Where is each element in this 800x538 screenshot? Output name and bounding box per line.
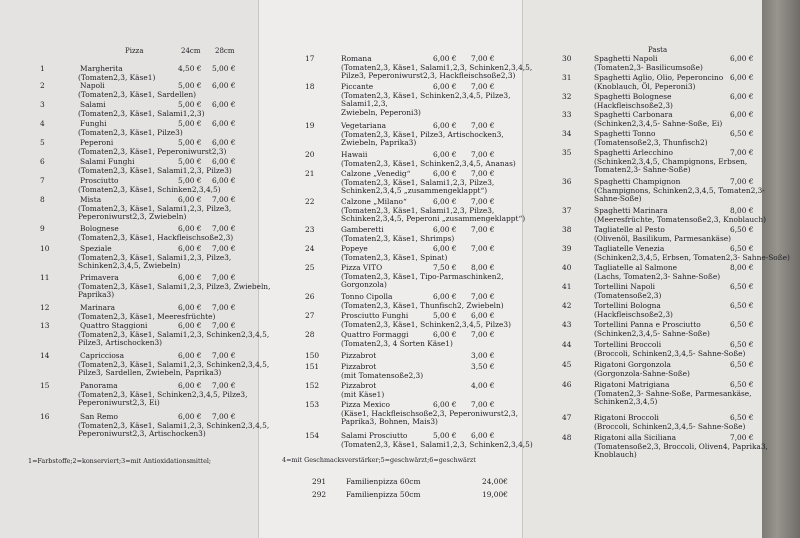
item-number: 33 — [562, 110, 572, 119]
item-name: Mista — [80, 195, 102, 204]
item-number: 291 — [312, 477, 327, 486]
item-name: Margherita — [80, 64, 123, 73]
item-number: 43 — [562, 320, 572, 329]
item-number: 26 — [305, 292, 315, 301]
item-description: (Tomaten2,3, Käse1, Salami1,2,3, Schinken2,3,4,5, Pilze3, Artischocken3) — [78, 329, 270, 348]
price-small: 6,00 € — [433, 121, 457, 130]
price-large: 7,00 € — [212, 351, 236, 360]
item-number: 31 — [562, 73, 572, 82]
item-number: 10 — [40, 244, 50, 253]
price-large: 7,00 € — [471, 292, 495, 301]
price-large: 6,00 € — [212, 100, 236, 109]
item-number: 37 — [562, 206, 572, 215]
price: 7,00 € — [730, 177, 754, 186]
item-number: 16 — [40, 412, 50, 421]
price: 6,00 € — [730, 92, 754, 101]
item-number: 34 — [562, 129, 572, 138]
item-name: Pizza VITO — [341, 263, 383, 272]
item-number: 24 — [305, 244, 315, 253]
item-number: 152 — [305, 381, 320, 390]
item-description: (Tomaten2,3, Käse1, Meeresfrüchte) — [78, 311, 216, 321]
price-small: 6,00 € — [178, 351, 202, 360]
item-description: (Schinken2,3,4,5, Champignons, Erbsen, Tomaten2,3- Sahne-Soße) — [594, 156, 748, 175]
item-number: 6 — [40, 157, 45, 166]
price: 6,50 € — [730, 413, 754, 422]
item-number: 19 — [305, 121, 315, 130]
item-number: 7 — [40, 176, 45, 185]
item-number: 15 — [40, 381, 50, 390]
item-name: Speziale — [80, 244, 112, 253]
price-large: 7,00 € — [471, 169, 495, 178]
price-small: 7,50 € — [433, 263, 457, 272]
price-large: 7,00 € — [471, 54, 495, 63]
item-name: Salami — [80, 100, 106, 109]
item-number: 2 — [40, 81, 45, 90]
item-description: (Tomaten2,3, Käse1, Salami1,2,3, Pilze3, Zwiebeln, Paprika3) — [78, 281, 271, 300]
price-large: 7,00 € — [471, 225, 495, 234]
item-name: Peperoni — [80, 138, 114, 147]
item-description: (Schinken2,3,4,5- Sahne-Soße) — [594, 328, 710, 338]
item-description: (Meeresfrüchte, Tomatensoße2,3, Knoblauch) — [594, 214, 766, 224]
price: 8,00 € — [730, 206, 754, 215]
fold-line-left — [258, 0, 259, 538]
pizza-size2-heading: 28cm — [215, 47, 235, 55]
item-number: 21 — [305, 169, 315, 178]
price-small: 5,00 € — [178, 100, 202, 109]
item-number: 30 — [562, 54, 572, 63]
price-large: 7,00 € — [471, 400, 495, 409]
price-small: 6,00 € — [433, 225, 457, 234]
item-number: 23 — [305, 225, 315, 234]
item-description: (Olivenöl, Basilikum, Parmesankäse) — [594, 233, 732, 243]
item-name: Marinara — [80, 303, 115, 312]
item-name: Salami Funghi — [80, 157, 135, 166]
item-number: 18 — [305, 82, 315, 91]
item-name: Calzone „Milano“ — [341, 197, 407, 206]
price-small: 6,00 € — [433, 400, 457, 409]
item-number: 39 — [562, 244, 572, 253]
item-description: (Käse1, Hackfleischsoße2,3, Peperoniwurst2,3, Paprika3, Bohnen, Mais3) — [341, 408, 518, 427]
item-description: (Tomaten2,3, 4 Sorten Käse1) — [341, 338, 453, 348]
item-number: 8 — [40, 195, 45, 204]
item-description: (Tomaten2,3, Käse1, Schinken2,3,4,5) — [78, 184, 221, 194]
item-description: (Tomaten2,3, Käse1, Thunfisch2, Zwiebeln) — [341, 300, 504, 310]
price: 8,00 € — [730, 263, 754, 272]
item-description: (Tomaten2,3, Käse1, Spinat) — [341, 252, 448, 262]
item-number: 32 — [562, 92, 572, 101]
item-number: 35 — [562, 148, 572, 157]
item-name: Familienpizza 60cm — [346, 477, 421, 486]
item-name: Pizza Mexico — [341, 400, 390, 409]
item-description: (Lachs, Tomaten2,3- Sahne-Soße) — [594, 271, 721, 281]
item-name: Pizzabrot — [341, 351, 377, 360]
price: 6,50 € — [730, 129, 754, 138]
price-small: 5,00 € — [178, 81, 202, 90]
item-name: Popeye — [341, 244, 368, 253]
item-number: 25 — [305, 263, 315, 272]
price-small: 6,00 € — [178, 321, 202, 330]
item-description: (mit Tomatensoße2,3) — [341, 370, 424, 380]
item-number: 151 — [305, 362, 320, 371]
price: 6,00 € — [730, 54, 754, 63]
price-small: 6,00 € — [433, 197, 457, 206]
item-name: Spaghetti Arlecchino — [594, 148, 673, 157]
item-name: Piccante — [341, 82, 374, 91]
item-description: (Tomaten2,3, Käse1, Sardellen) — [78, 89, 197, 99]
price-large: 7,00 € — [212, 273, 236, 282]
price: 6,50 € — [730, 225, 754, 234]
item-description: (Tomaten2,3, Käse1, Schinken2,3,4,5, Pilze3, Peperoniwurst2,3, Ei) — [78, 389, 248, 408]
item-name: Romana — [341, 54, 372, 63]
item-description: (Schinken2,3,4,5, Erbsen, Tomaten2,3- Sahne-Soße) — [594, 252, 790, 262]
price-small: 6,00 € — [178, 244, 202, 253]
price: 6,50 € — [730, 301, 754, 310]
item-description: (Tomatensoße2,3) — [594, 290, 662, 300]
item-number: 1 — [40, 64, 45, 73]
price-small: 4,50 € — [178, 64, 202, 73]
item-description: (Tomaten2,3- Sahne-Soße, Parmesankäse, Schinken2,3,4,5) — [594, 388, 752, 407]
item-description: (Hackfleischsoße2,3) — [594, 100, 673, 110]
item-number: 48 — [562, 433, 572, 442]
price-small: 5,00 € — [178, 176, 202, 185]
item-description: (Tomaten2,3, Käse1, Shrimps) — [341, 233, 455, 243]
item-name: Rigatoni alla Siciliana — [594, 433, 677, 442]
price-large: 6,00 € — [212, 81, 236, 90]
price-small: 6,00 € — [178, 303, 202, 312]
item-name: San Remo — [80, 412, 118, 421]
item-number: 5 — [40, 138, 45, 147]
item-number: 41 — [562, 282, 572, 291]
item-name: Calzone „Venedig“ — [341, 169, 411, 178]
item-name: Tonno Cipolla — [341, 292, 393, 301]
item-number: 44 — [562, 340, 572, 349]
item-description: (Tomaten2,3, Käse1, Salami1,2,3, Pilze3, Schinken2,3,4,5, Zwiebeln) — [78, 252, 232, 271]
item-number: 17 — [305, 54, 315, 63]
item-name: Tortellini Bologna — [594, 301, 661, 310]
item-name: Spaghetti Carbonara — [594, 110, 673, 119]
item-name: Hawaii — [341, 150, 368, 159]
price-large: 6,00 € — [212, 119, 236, 128]
item-description: (Tomaten2,3, Käse1, Salami1,2,3, Schinken2,3,4,5, Peperoniwurst2,3, Artischocken3) — [78, 420, 270, 439]
item-name: Prosciutto — [80, 176, 119, 185]
price: 6,00 € — [730, 110, 754, 119]
price-large: 7,00 € — [212, 381, 236, 390]
price: 6,00 € — [730, 73, 754, 82]
item-name: Spaghetti Aglio, Olio, Peperoncino — [594, 73, 724, 82]
price: 7,00 € — [730, 433, 754, 442]
price-large: 7,00 € — [471, 82, 495, 91]
item-name: Rigatoni Matrigiana — [594, 380, 670, 389]
price-small: 5,00 € — [178, 157, 202, 166]
price-small: 6,00 € — [433, 330, 457, 339]
item-description: (Tomaten2,3, Käse1, Schinken2,3,4,5, Ananas) — [341, 158, 516, 168]
item-number: 14 — [40, 351, 50, 360]
item-name: Rigatoni Broccoli — [594, 413, 659, 422]
price: 6,50 € — [730, 282, 754, 291]
item-number: 3 — [40, 100, 45, 109]
item-number: 154 — [305, 431, 320, 440]
item-name: Vegetariana — [341, 121, 386, 130]
price: 6,50 € — [730, 340, 754, 349]
price-small: 5,00 € — [433, 431, 457, 440]
item-number: 47 — [562, 413, 572, 422]
price-large: 7,00 € — [212, 303, 236, 312]
item-name: Bolognese — [80, 224, 119, 233]
footnote-additives-2: 4=mit Geschmacksverstärker;5=geschwärzt;6=geschwärzt — [282, 456, 476, 464]
item-description: (Broccoli, Schinken2,3,4,5- Sahne-Soße) — [594, 348, 746, 358]
item-name: Primavera — [80, 273, 119, 282]
price-small: 5,00 € — [178, 138, 202, 147]
item-number: 292 — [312, 490, 327, 499]
item-description: (Hackfleischsoße2,3) — [594, 309, 673, 319]
item-description: (Tomaten2,3, Käse1, Salami1,2,3, Schinken2,3,4,5, Pilze3, Sardellen, Zwiebeln, Paprika3) — [78, 359, 270, 378]
price-large: 6,00 € — [212, 138, 236, 147]
price: 6,50 € — [730, 360, 754, 369]
item-description: (Tomaten2,3, Käse1, Salami1,2,3, Pilze3) — [78, 165, 232, 175]
price: 6,50 € — [730, 244, 754, 253]
price-large: 7,00 € — [212, 244, 236, 253]
price-large: 7,00 € — [212, 224, 236, 233]
item-description: (Tomaten2,3, Käse1, Tipo-Parmaschinken2, Gorgonzola) — [341, 271, 504, 290]
item-description: (Tomaten2,3- Basilicumsoße) — [594, 62, 703, 72]
item-name: Tagliatelle al Salmone — [594, 263, 677, 272]
item-name: Prosciutto Funghi — [341, 311, 409, 320]
item-number: 13 — [40, 321, 50, 330]
item-description: (Tomaten2,3, Käse1, Salami1,2,3, Pilze3, Peperoniwurst2,3, Zwiebeln) — [78, 203, 232, 222]
item-name: Salami Prosciutto — [341, 431, 408, 440]
item-number: 40 — [562, 263, 572, 272]
item-name: Capricciosa — [80, 351, 124, 360]
price-large: 7,00 € — [471, 330, 495, 339]
item-description: (Tomaten2,3, Käse1, Salami1,2,3, Schinken2,3,4,5, Pilze3, Peperoniwurst2,3, Hackfleischsoße2,3) — [341, 62, 533, 81]
item-name: Quattro Staggioni — [80, 321, 148, 330]
item-description: (Tomaten2,3, Käse1, Schinken2,3,4,5, Pilze3) — [341, 319, 511, 329]
item-description: (Gorgonzola-Sahne-Soße) — [594, 368, 690, 378]
price-large: 5,00 € — [212, 64, 236, 73]
price-large: 6,00 € — [212, 176, 236, 185]
item-description: (Tomaten2,3, Käse1, Peperoniwurst2,3) — [78, 146, 227, 156]
item-name: Rigatoni Gorgonzola — [594, 360, 671, 369]
price-small: 6,00 € — [433, 292, 457, 301]
price-large: 7,00 € — [212, 321, 236, 330]
item-description: (Tomaten2,3, Käse1, Salami1,2,3, Pilze3, Schinken2,3,4,5 „zusammengeklappt“) — [341, 177, 495, 196]
item-description: (Tomaten2,3, Käse1, Hackfleischsoße2,3) — [78, 232, 234, 242]
item-number: 22 — [305, 197, 315, 206]
price: 6,50 € — [730, 380, 754, 389]
price-small: 6,00 € — [433, 82, 457, 91]
price-small: 5,00 € — [433, 311, 457, 320]
item-number: 20 — [305, 150, 315, 159]
price-large: 6,00 € — [471, 431, 495, 440]
item-name: Funghi — [80, 119, 107, 128]
item-number: 9 — [40, 224, 45, 233]
item-description: (Knoblauch, Öl, Peperoni3) — [594, 81, 696, 91]
item-name: Spaghetti Marinara — [594, 206, 668, 215]
item-name: Napoli — [80, 81, 105, 90]
item-description: (Tomatensoße2,3, Broccoli, Oliven4, Paprika3, Knoblauch) — [594, 441, 768, 460]
price: 6,50 € — [730, 320, 754, 329]
price: 19,00€ — [482, 490, 508, 499]
item-name: Gamberetti — [341, 225, 384, 234]
item-name: Spaghetti Champignon — [594, 177, 681, 186]
item-name: Pizzabrot — [341, 381, 377, 390]
item-description: (Tomaten2,3, Käse1) — [78, 72, 156, 82]
price-large: 4,00 € — [471, 381, 495, 390]
price-large: 7,00 € — [471, 197, 495, 206]
item-number: 38 — [562, 225, 572, 234]
price-small: 6,00 € — [178, 273, 202, 282]
price-small: 6,00 € — [433, 54, 457, 63]
item-number: 45 — [562, 360, 572, 369]
price-large: 7,00 € — [471, 121, 495, 130]
item-name: Tortellini Panna e Prosciutto — [594, 320, 701, 329]
item-name: Tagliatelle Venezia — [594, 244, 665, 253]
item-number: 28 — [305, 330, 315, 339]
price: 24,00€ — [482, 477, 508, 486]
item-name: Pizzabrot — [341, 362, 377, 371]
pasta-heading: Pasta — [648, 46, 668, 54]
price-small: 6,00 € — [178, 195, 202, 204]
item-description: (Schinken2,3,4,5- Sahne-Soße, Ei) — [594, 118, 723, 128]
item-description: (Champignons, Schinken2,3,4,5, Tomaten2,3- Sahne-Soße) — [594, 185, 765, 204]
pizza-size1-heading: 24cm — [181, 47, 201, 55]
item-description: (mit Käse1) — [341, 389, 385, 399]
item-number: 11 — [40, 273, 50, 282]
item-name: Panorama — [80, 381, 118, 390]
item-name: Spaghetti Tonno — [594, 129, 656, 138]
price-large: 7,00 € — [471, 150, 495, 159]
item-name: Spaghetti Bolognese — [594, 92, 672, 101]
price-small: 5,00 € — [178, 119, 202, 128]
item-description: (Tomaten2,3, Käse1, Pilze3) — [78, 127, 183, 137]
item-description: (Tomaten2,3, Käse1, Pilze3, Artischocken3, Zwiebeln, Paprika3) — [341, 129, 504, 148]
item-name: Tagliatelle al Pesto — [594, 225, 665, 234]
item-number: 153 — [305, 400, 320, 409]
item-number: 42 — [562, 301, 572, 310]
price-small: 6,00 € — [178, 224, 202, 233]
price-small: 6,00 € — [433, 244, 457, 253]
price-large: 8,00 € — [471, 263, 495, 272]
price-large: 7,00 € — [471, 244, 495, 253]
item-name: Tortellini Napoli — [594, 282, 656, 291]
pizza-heading: Pizza — [125, 47, 144, 55]
item-description: (Tomaten2,3, Käse1, Schinken2,3,4,5, Pilze3, Salami1,2,3, Zwiebeln, Peperoni3) — [341, 90, 511, 117]
item-number: 27 — [305, 311, 315, 320]
item-number: 150 — [305, 351, 320, 360]
price-large: 7,00 € — [212, 195, 236, 204]
item-number: 4 — [40, 119, 45, 128]
price-small: 6,00 € — [178, 412, 202, 421]
item-name: Familienpizza 50cm — [346, 490, 421, 499]
item-number: 46 — [562, 380, 572, 389]
item-number: 12 — [40, 303, 50, 312]
price-large: 3,00 € — [471, 351, 495, 360]
price-large: 6,00 € — [212, 157, 236, 166]
item-description: (Tomaten2,3, Käse1, Salami1,2,3, Pilze3, Schinken2,3,4,5, Peperoni „zusammengeklappt“) — [341, 205, 526, 224]
price: 7,00 € — [730, 148, 754, 157]
item-description: (Tomaten2,3, Käse1, Salami1,2,3) — [78, 108, 205, 118]
item-name: Tortellini Broccoli — [594, 340, 662, 349]
price-large: 7,00 € — [212, 412, 236, 421]
item-number: 36 — [562, 177, 572, 186]
footnote-additives-1: 1=Farbstoffe;2=konserviert;3=mit Antioxidationsmittel; — [28, 457, 212, 465]
price-small: 6,00 € — [178, 381, 202, 390]
price-large: 6,00 € — [471, 311, 495, 320]
price-large: 3,50 € — [471, 362, 495, 371]
item-description: (Broccoli, Schinken2,3,4,5- Sahne-Soße) — [594, 421, 746, 431]
item-name: Spaghetti Napoli — [594, 54, 658, 63]
item-name: Quattro Formaggi — [341, 330, 409, 339]
price-small: 6,00 € — [433, 150, 457, 159]
price-small: 6,00 € — [433, 169, 457, 178]
item-description: (Tomatensoße2,3, Thunfisch2) — [594, 137, 708, 147]
item-description: (Tomaten2,3, Käse1, Salami1,2,3, Schinken2,3,4,5) — [341, 439, 533, 449]
